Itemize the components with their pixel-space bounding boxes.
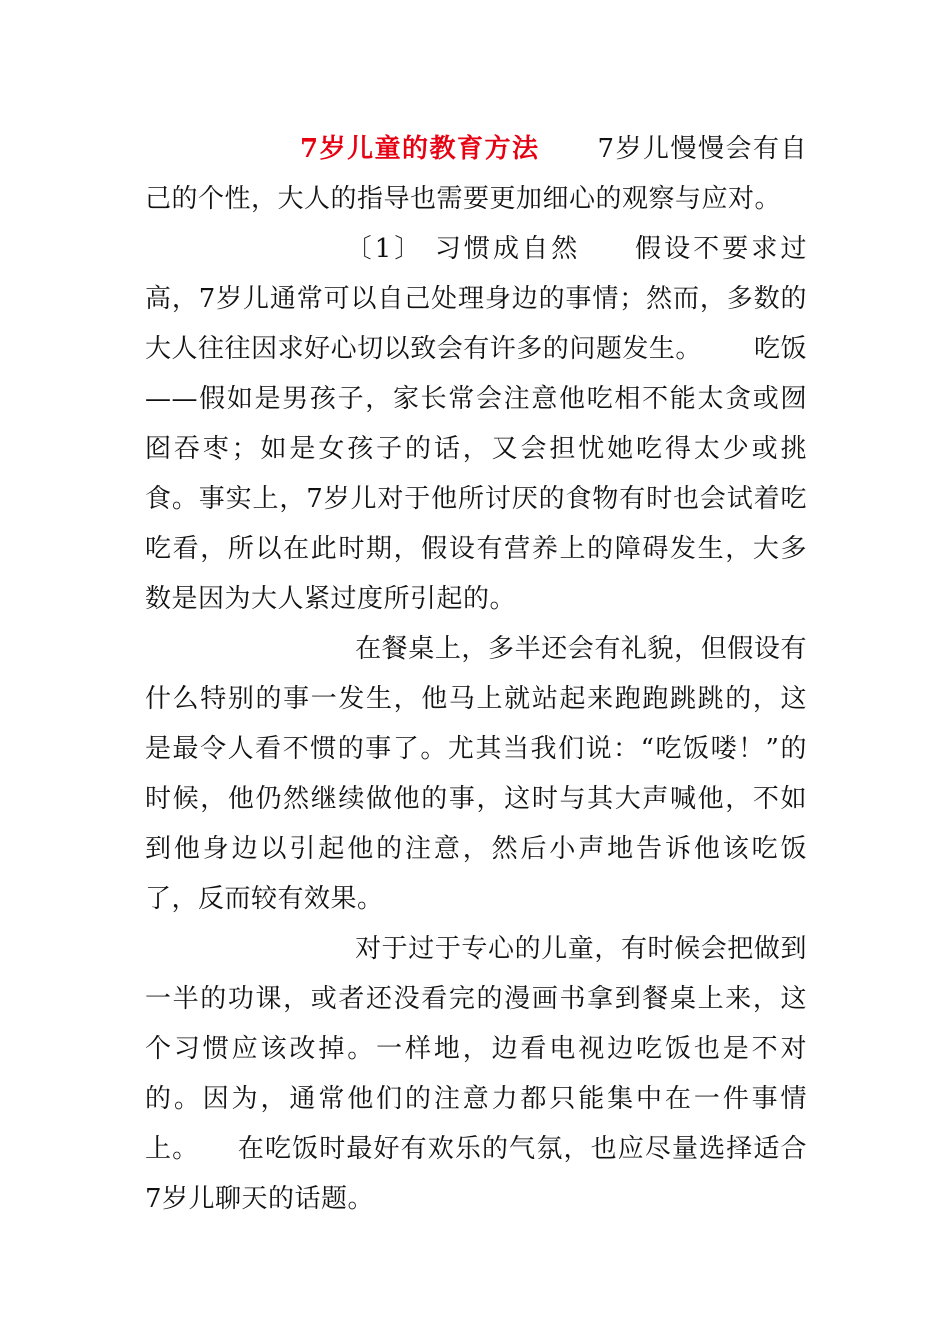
- section-heading: 〔1〕 习惯成自然: [343, 234, 581, 264]
- paragraph-one-a: 假设不要求过高，7岁儿通常可以自己处理身边的事情；然而，多数的大人往往因求好心切以致会有许多的问题发生。: [145, 234, 807, 364]
- intro-paragraph: [145, 124, 807, 224]
- paragraph-two: [145, 624, 807, 924]
- paragraph-one-b: 吃饭——假如是男孩子，家长常会注意他吃相不能太贪或囫囵吞枣；如是女孩子的话，又会担忧她吃得太少或挑食。事实上，7岁儿对于他所讨厌的食物有时也会试着吃吃看，所以在此时期，假设有营养上的障碍发生，大多数是因为大人紧过度所引起的。: [145, 334, 807, 614]
- paragraph-three-b: 在吃饭时最好有欢乐的气氛，也应尽量选择适合7岁儿聊天的话题。: [145, 1134, 807, 1214]
- document-page: [145, 124, 807, 1224]
- section-one-paragraph: [145, 224, 807, 624]
- paragraph-three-a: 对于过于专心的儿童，有时候会把做到一半的功课，或者还没看完的漫画书拿到餐桌上来，这个习惯应该改掉。一样地，边看电视边吃饭也是不对的。因为，通常他们的注意力都只能集中在一件事情上。: [145, 934, 807, 1164]
- paragraph-two-text: 在餐桌上，多半还会有礼貌，但假设有什么特别的事一发生，他马上就站起来跑跑跳跳的，这是最令人看不惯的事了。尤其当我们说：“吃饭喽！”的时候，他仍然继续做他的事，这时与其大声喊他，不如到他身边以引起他的注意，然后小声地告诉他该吃饭了，反而较有效果。: [145, 634, 807, 914]
- document-title: 7岁儿童的教育方法: [300, 134, 540, 164]
- intro-text: 7岁儿慢慢会有自己的个性，大人的指导也需要更加细心的观察与应对。: [145, 134, 807, 214]
- paragraph-three: [145, 924, 807, 1224]
